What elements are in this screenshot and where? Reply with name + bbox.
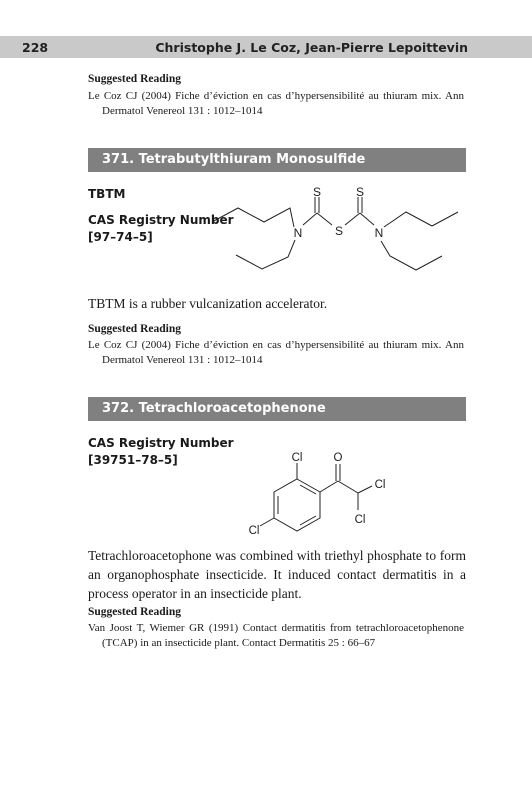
chlorine-label: Cl <box>291 452 303 464</box>
suggested-reading-heading: Suggested Reading <box>88 73 181 85</box>
section-title-372: 372. Tetrachloroacetophenone <box>88 397 466 421</box>
cas-label: CAS Registry Number <box>88 436 234 450</box>
suggested-reading-heading: Suggested Reading <box>88 606 181 618</box>
cas-number: [97–74–5] <box>88 230 153 244</box>
compound-abbreviation: TBTM <box>88 187 126 201</box>
bridging-sulfur-label: S <box>334 224 344 238</box>
tcap-structure-diagram <box>240 450 400 545</box>
reference-entry: Le Coz CJ (2004) Fiche d’éviction en cas d’hypersensibilité au thiuram mix. Ann Dermatol Venereol 131 : 1012–1014 <box>88 339 464 366</box>
nitrogen-label: N <box>293 226 303 240</box>
sulfur-label: S <box>312 185 322 199</box>
page-number: 228 <box>22 40 49 55</box>
nitrogen-label: N <box>374 226 384 240</box>
suggested-reading-heading: Suggested Reading <box>88 323 181 335</box>
cas-number: [39751–78–5] <box>88 453 178 467</box>
chlorine-label: Cl <box>354 514 366 526</box>
oxygen-label: O <box>333 452 343 464</box>
body-paragraph: TBTM is a rubber vulcanization accelerator. <box>88 296 328 311</box>
chlorine-label: Cl <box>374 479 386 491</box>
tbtm-structure-diagram <box>200 180 470 275</box>
reference-entry: Le Coz CJ (2004) Fiche d’éviction en cas d’hypersensibilité au thiuram mix. Ann Dermatol Venereol 131 : 1012–1014 <box>88 90 464 117</box>
reference-entry: Van Joost T, Wiemer GR (1991) Contact dermatitis from tetrachloroacetophenone (TCAP) in an insecticide plant. Contact Dermatitis 25 : 66–67 <box>88 622 464 649</box>
chlorine-label: Cl <box>248 525 260 537</box>
section-title-371: 371. Tetrabutylthiuram Monosulfide <box>88 148 466 172</box>
running-head-authors: Christophe J. Le Coz, Jean-Pierre Lepoittevin <box>155 40 468 55</box>
cas-label: CAS Registry Number <box>88 213 234 227</box>
body-paragraph: Tetrachloroacetophone was combined with triethyl phosphate to form an organophosphate insecticide. It induced contact dermatitis in a process operator in an insecticide plant. <box>88 548 466 601</box>
sulfur-label: S <box>355 185 365 199</box>
